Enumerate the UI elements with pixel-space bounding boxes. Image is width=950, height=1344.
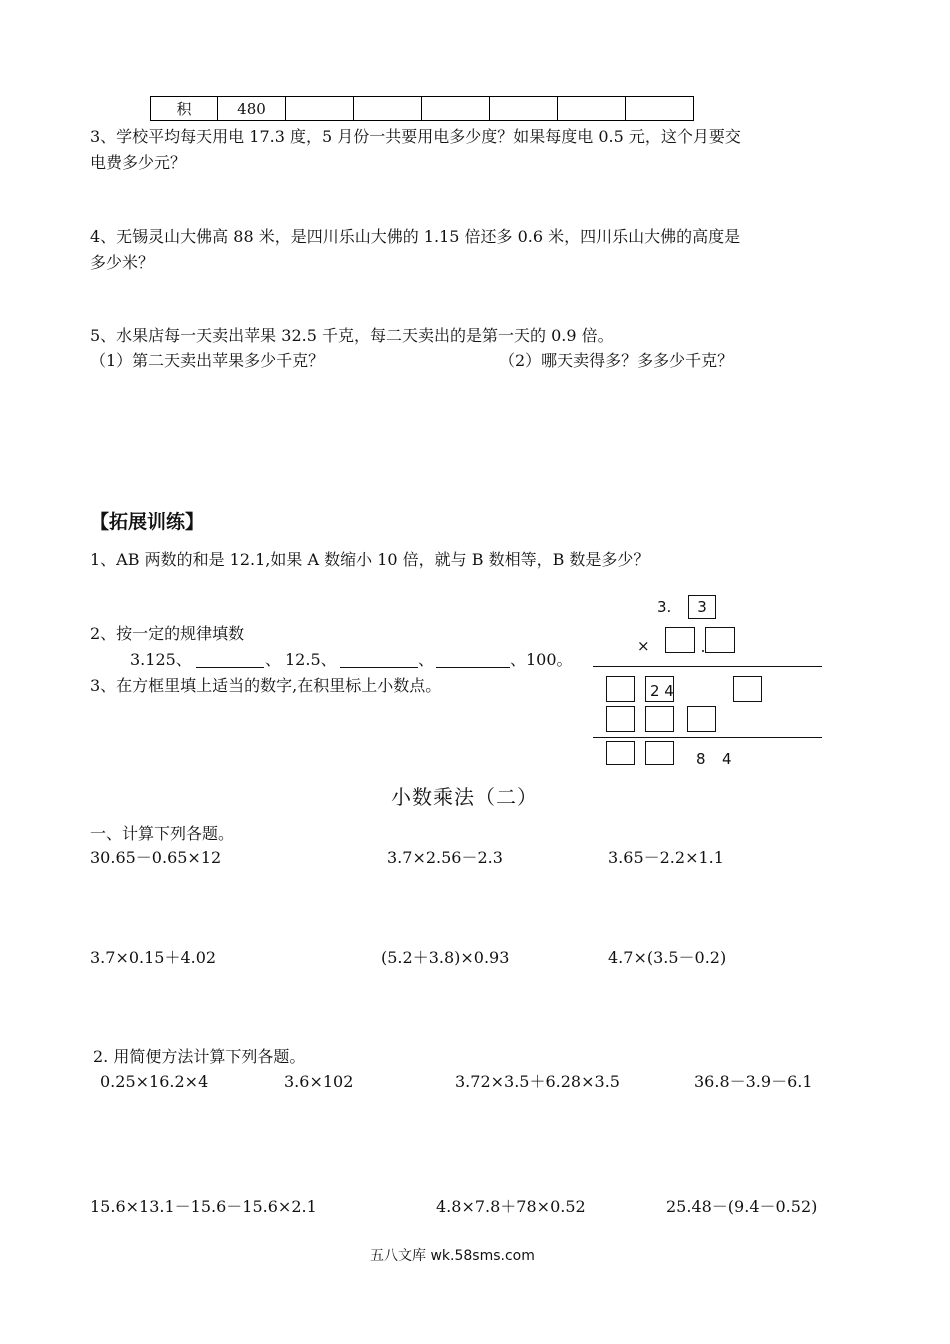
sequence-blank-2[interactable]: [340, 667, 418, 668]
table-cell: [626, 97, 694, 121]
puzzle-rule: [593, 737, 822, 738]
question-3-line1: 3、学校平均每天用电 17.3 度，5 月份一共要用电多少度？如果每度电 0.5 元，这个月要交: [90, 127, 741, 146]
puzzle-input-box[interactable]: [687, 706, 716, 732]
problem: 30.65－0.65×12: [90, 848, 222, 867]
problem: 25.48－(9.4－0.52): [666, 1197, 818, 1216]
footer-watermark: 五八文库 wk.58sms.com: [370, 1248, 535, 1264]
puzzle-input-box[interactable]: [665, 627, 695, 653]
problem: 3.72×3.5＋6.28×3.5: [455, 1072, 620, 1091]
question-4-line2: 多少米？: [90, 253, 155, 272]
sequence-first: 3.125、: [130, 650, 192, 669]
puzzle-digit: 8: [696, 750, 706, 768]
puzzle-digits: 2 4: [650, 682, 674, 700]
table-cell: [354, 97, 422, 121]
puzzle-digit: 4: [722, 750, 732, 768]
sequence-blank-3[interactable]: [436, 667, 510, 668]
question-5-sub1: （1）第二天卖出苹果多少千克？: [90, 351, 325, 370]
puzzle-input-box[interactable]: [606, 676, 635, 702]
table-cell: 480: [218, 97, 286, 121]
puzzle-input-box[interactable]: [606, 706, 635, 732]
sequence-mid: 12.5、: [285, 650, 337, 669]
table-cell: [422, 97, 490, 121]
question-5: 5、水果店每一天卖出苹果 32.5 千克，每二天卖出的是第一天的 0.9 倍。: [90, 326, 614, 345]
problem: (5.2＋3.8)×0.93: [381, 948, 510, 967]
puzzle-input-box[interactable]: [606, 741, 635, 765]
table-row-label: 积: [151, 97, 218, 121]
product-table: [150, 96, 694, 121]
sequence-sep: 、: [418, 650, 435, 669]
puzzle-input-box[interactable]: [645, 706, 674, 732]
extension-question-1: 1、AB 两数的和是 12.1,如果 A 数缩小 10 倍，就与 B 数相等，B 数是多少？: [90, 550, 650, 569]
times-sign: ×: [637, 637, 650, 655]
extension-question-3: 3、在方框里填上适当的数字,在积里标上小数点。: [90, 676, 442, 695]
table-cell: [558, 97, 626, 121]
section-title-extension: 【拓展训练】: [90, 511, 205, 533]
problem: 3.6×102: [284, 1072, 354, 1091]
decimal-point: [702, 650, 704, 652]
puzzle-input-box[interactable]: [733, 676, 762, 702]
puzzle-box-given: 3: [688, 595, 716, 619]
puzzle-input-box[interactable]: [645, 741, 674, 765]
puzzle-input-box[interactable]: [705, 627, 735, 653]
section-1-title: 一、计算下列各题。: [90, 824, 235, 843]
problem: 36.8－3.9－6.1: [694, 1072, 813, 1091]
extension-question-2: 2、按一定的规律填数: [90, 624, 245, 643]
problem: 3.7×0.15＋4.02: [90, 948, 217, 967]
question-3-line2: 电费多少元？: [90, 153, 187, 172]
table-cell: [286, 97, 354, 121]
problem: 4.7×(3.5－0.2): [608, 948, 727, 967]
sequence-blank-1[interactable]: [196, 667, 264, 668]
section-2-title: 2. 用简便方法计算下列各题。: [93, 1047, 306, 1066]
problem: 0.25×16.2×4: [100, 1072, 209, 1091]
table-row: [151, 97, 694, 121]
sequence-sep: 、: [265, 650, 282, 669]
problem: 15.6×13.1－15.6－15.6×2.1: [90, 1197, 317, 1216]
sequence-end: 、100。: [510, 650, 573, 669]
question-4-line1: 4、无锡灵山大佛高 88 米，是四川乐山大佛的 1.15 倍还多 0.6 米，四川乐山大佛的高度是: [90, 227, 741, 246]
puzzle-prefix: 3.: [657, 598, 672, 616]
problem: 3.7×2.56－2.3: [387, 848, 503, 867]
problem: 3.65－2.2×1.1: [608, 848, 724, 867]
table-cell: [490, 97, 558, 121]
problem: 4.8×7.8＋78×0.52: [436, 1197, 586, 1216]
question-5-sub2: （2）哪天卖得多？多多少千克？: [499, 351, 734, 370]
page-title: 小数乘法（二）: [391, 785, 538, 809]
puzzle-rule: [593, 666, 822, 667]
